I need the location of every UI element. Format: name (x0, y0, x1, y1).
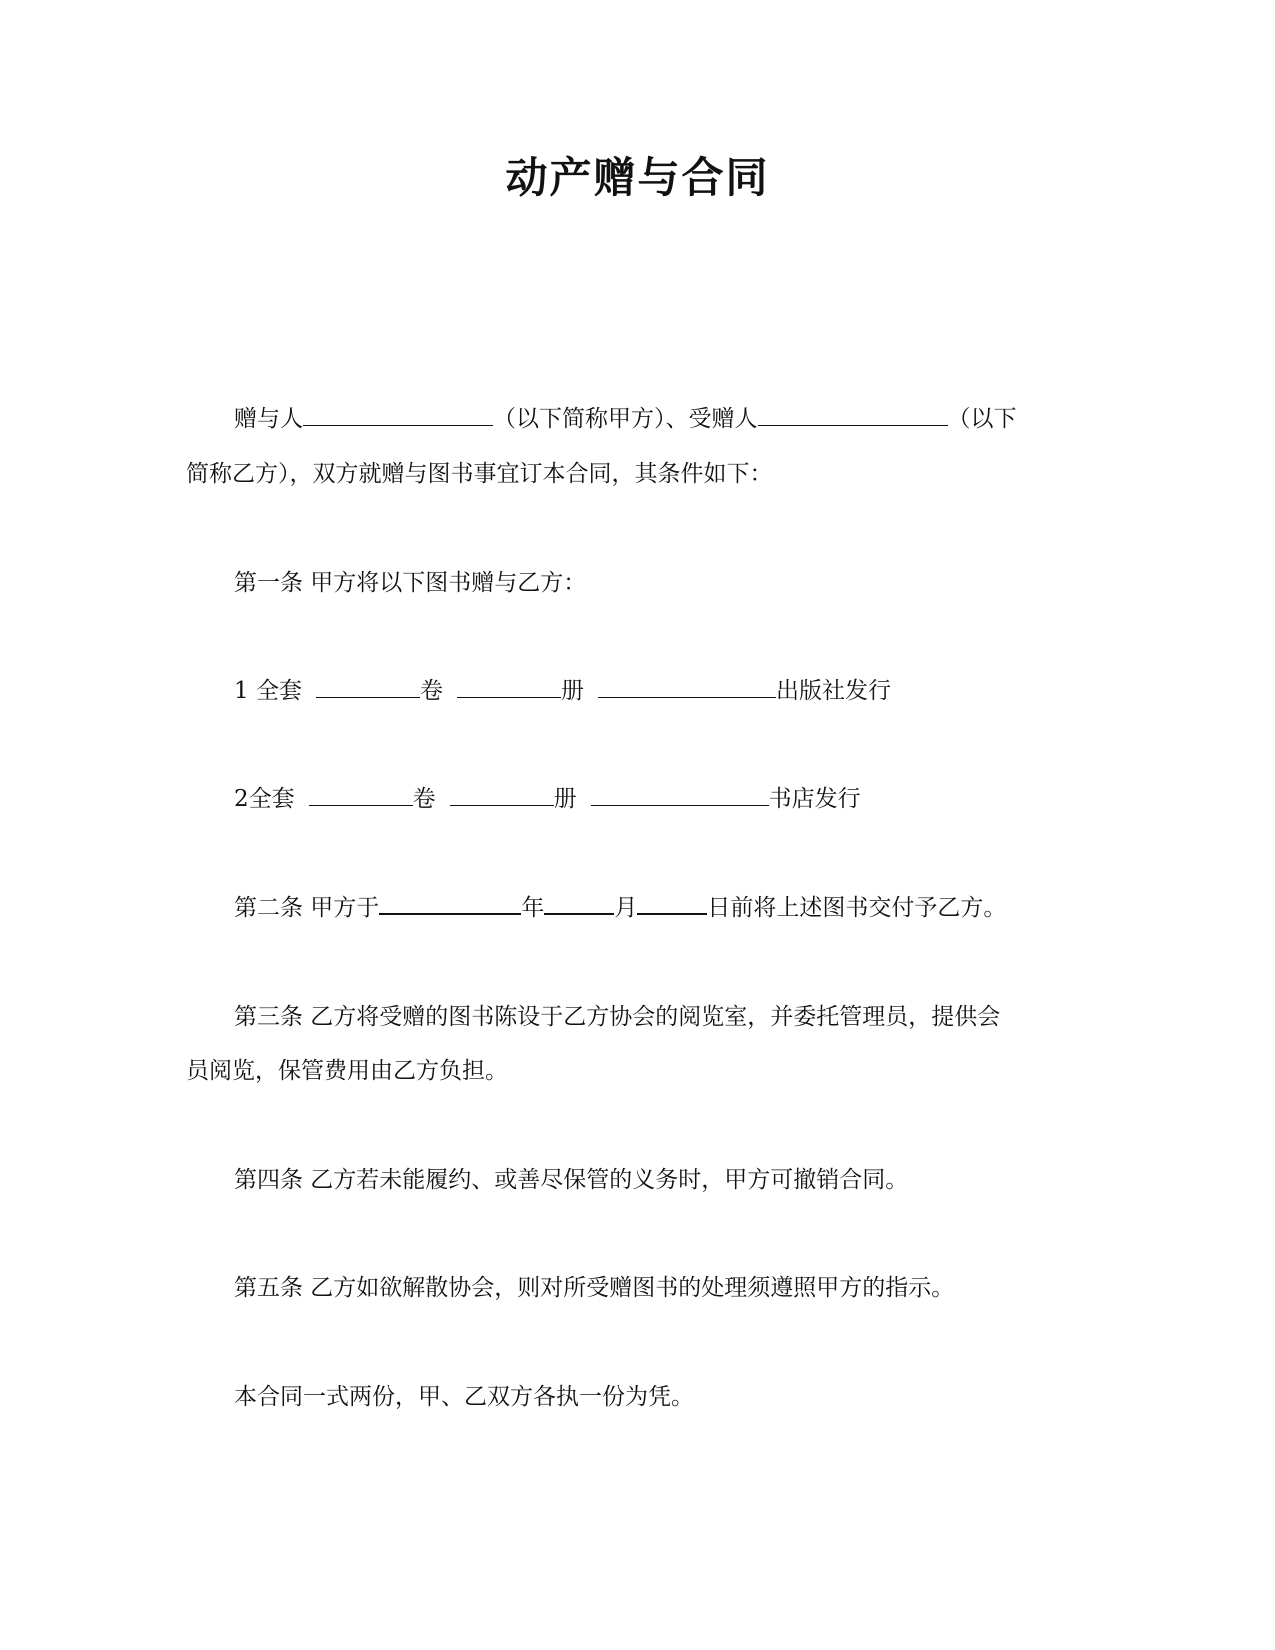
item-1-volume-blank (316, 673, 420, 698)
article-1: 第一条 甲方将以下图书赠与乙方： (234, 570, 587, 596)
item-2-volume-label: 卷 (412, 786, 436, 812)
year-blank (379, 889, 521, 915)
article-2 (186, 880, 1134, 936)
item-2-book-label: 册 (553, 786, 577, 812)
item-2-suffix: 书店发行 (768, 786, 861, 812)
party-a-note: （以下简称甲方）、受赠人 (493, 406, 758, 432)
item-1-volume-label: 卷 (419, 678, 443, 704)
month-label: 月 (614, 895, 638, 921)
intro-line-1 (186, 391, 1134, 447)
item-1-book-label: 册 (560, 678, 584, 704)
article-3-line-1: 第三条 乙方将受赠的图书陈设于乙方协会的阅览室，并委托管理员，提供会 (234, 1004, 1001, 1030)
article-1-item-1 (186, 663, 1134, 719)
item-1-book-blank (457, 673, 561, 698)
item-2-bookstore-blank (591, 781, 769, 806)
article-2-suffix: 日前将上述图书交付予乙方。 (707, 895, 1007, 921)
party-b-note: （以下 (947, 406, 1017, 432)
article-2-prefix: 第二条 甲方于 (234, 895, 380, 921)
article-1-item-2 (186, 771, 1134, 827)
item-2-prefix: 2全套 (234, 786, 295, 812)
intro-line-2: 简称乙方），双方就赠与图书事宜订本合同，其条件如下： (186, 461, 773, 487)
year-label: 年 (521, 895, 545, 921)
article-4: 第四条 乙方若未能履约、或善尽保管的义务时，甲方可撤销合同。 (234, 1167, 909, 1193)
item-2-book-blank (450, 781, 554, 806)
donor-label: 赠与人 (234, 406, 303, 432)
donee-name-blank (758, 401, 948, 426)
month-blank (544, 889, 614, 915)
item-1-publisher-blank (598, 673, 776, 698)
donor-name-blank (303, 401, 493, 426)
article-3-line-2: 员阅览，保管费用由乙方负担。 (186, 1058, 508, 1084)
item-1-prefix: 1 全套 (234, 678, 302, 704)
item-2-volume-blank (309, 781, 413, 806)
closing-clause: 本合同一式两份，甲、乙双方各执一份为凭。 (234, 1384, 694, 1410)
item-1-suffix: 出版社发行 (775, 678, 891, 704)
document-title: 动产赠与合同 (505, 153, 770, 202)
day-blank (637, 889, 707, 915)
article-5: 第五条 乙方如欲解散协会，则对所受赠图书的处理须遵照甲方的指示。 (234, 1275, 955, 1301)
